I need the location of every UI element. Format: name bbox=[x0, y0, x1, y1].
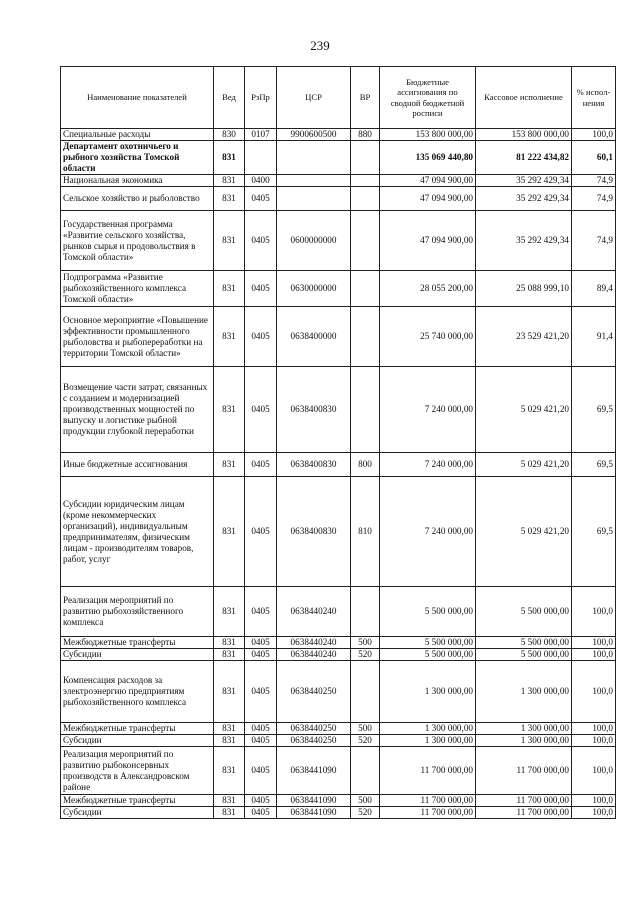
row-percent: 100,0 bbox=[572, 637, 616, 649]
row-vr bbox=[351, 271, 380, 307]
row-rzpr: 0405 bbox=[245, 271, 277, 307]
row-vr bbox=[351, 307, 380, 367]
row-ved: 831 bbox=[214, 187, 245, 211]
row-budget: 11 700 000,00 bbox=[380, 747, 476, 795]
row-rzpr: 0405 bbox=[245, 367, 277, 453]
row-name: Департамент охотничьего и рыбного хозяйства Томской области bbox=[61, 141, 214, 175]
row-cash: 35 292 429,34 bbox=[476, 175, 572, 187]
row-percent: 89,4 bbox=[572, 271, 616, 307]
row-rzpr: 0405 bbox=[245, 187, 277, 211]
row-cash: 5 029 421,20 bbox=[476, 453, 572, 477]
row-percent: 100,0 bbox=[572, 723, 616, 735]
row-vr bbox=[351, 187, 380, 211]
row-csr: 0638440250 bbox=[277, 661, 351, 723]
row-rzpr: 0400 bbox=[245, 175, 277, 187]
row-vr: 520 bbox=[351, 649, 380, 661]
row-cash: 153 800 000,00 bbox=[476, 129, 572, 141]
row-vr: 810 bbox=[351, 477, 380, 587]
table-row bbox=[61, 307, 616, 367]
row-cash: 5 029 421,20 bbox=[476, 477, 572, 587]
row-csr: 0600000000 bbox=[277, 211, 351, 271]
header-percent: % испол-нения bbox=[572, 67, 616, 129]
page-number: 239 bbox=[310, 38, 330, 53]
row-vr: 520 bbox=[351, 735, 380, 747]
row-budget: 28 055 200,00 bbox=[380, 271, 476, 307]
row-vr: 500 bbox=[351, 637, 380, 649]
header-ved: Вед bbox=[214, 67, 245, 129]
table-row bbox=[61, 477, 616, 587]
row-name: Межбюджетные трансферты bbox=[61, 795, 214, 807]
header-name: Наименование показателей bbox=[61, 67, 214, 129]
row-cash: 5 500 000,00 bbox=[476, 637, 572, 649]
row-percent: 69,5 bbox=[572, 477, 616, 587]
row-name: Субсидии bbox=[61, 735, 214, 747]
row-csr bbox=[277, 141, 351, 175]
row-ved: 831 bbox=[214, 723, 245, 735]
table-row bbox=[61, 795, 616, 807]
row-budget: 47 094 900,00 bbox=[380, 211, 476, 271]
row-ved: 831 bbox=[214, 175, 245, 187]
row-cash: 5 029 421,20 bbox=[476, 367, 572, 453]
header-budget: Бюджетные ассигнования по сводной бюджетной росписи bbox=[380, 67, 476, 129]
row-csr: 0638441090 bbox=[277, 807, 351, 819]
row-rzpr: 0405 bbox=[245, 637, 277, 649]
row-budget: 7 240 000,00 bbox=[380, 453, 476, 477]
row-cash: 5 500 000,00 bbox=[476, 649, 572, 661]
table-row bbox=[61, 723, 616, 735]
table-row bbox=[61, 453, 616, 477]
row-csr: 0638400830 bbox=[277, 367, 351, 453]
header-cash: Кассовое исполнение bbox=[476, 67, 572, 129]
row-cash: 35 292 429,34 bbox=[476, 187, 572, 211]
row-percent: 74,9 bbox=[572, 211, 616, 271]
row-budget: 1 300 000,00 bbox=[380, 661, 476, 723]
row-vr: 500 bbox=[351, 723, 380, 735]
row-name: Межбюджетные трансферты bbox=[61, 723, 214, 735]
row-ved: 831 bbox=[214, 661, 245, 723]
row-budget: 47 094 900,00 bbox=[380, 187, 476, 211]
row-rzpr: 0405 bbox=[245, 477, 277, 587]
row-budget: 47 094 900,00 bbox=[380, 175, 476, 187]
table-row bbox=[61, 271, 616, 307]
table-body bbox=[61, 129, 616, 819]
row-rzpr: 0405 bbox=[245, 587, 277, 637]
row-name: Иные бюджетные ассигнования bbox=[61, 453, 214, 477]
row-vr: 800 bbox=[351, 453, 380, 477]
row-name: Межбюджетные трансферты bbox=[61, 637, 214, 649]
row-rzpr bbox=[245, 141, 277, 175]
row-percent: 100,0 bbox=[572, 661, 616, 723]
row-rzpr: 0405 bbox=[245, 649, 277, 661]
row-vr bbox=[351, 747, 380, 795]
row-rzpr: 0405 bbox=[245, 723, 277, 735]
row-budget: 25 740 000,00 bbox=[380, 307, 476, 367]
row-budget: 135 069 440,80 bbox=[380, 141, 476, 175]
row-csr bbox=[277, 187, 351, 211]
row-percent: 100,0 bbox=[572, 649, 616, 661]
row-cash: 11 700 000,00 bbox=[476, 747, 572, 795]
row-rzpr: 0405 bbox=[245, 307, 277, 367]
row-cash: 11 700 000,00 bbox=[476, 795, 572, 807]
table-row bbox=[61, 367, 616, 453]
row-csr: 0638441090 bbox=[277, 747, 351, 795]
table-row bbox=[61, 141, 616, 175]
row-ved: 831 bbox=[214, 477, 245, 587]
row-vr: 500 bbox=[351, 795, 380, 807]
row-percent: 100,0 bbox=[572, 807, 616, 819]
row-budget: 1 300 000,00 bbox=[380, 723, 476, 735]
row-rzpr: 0405 bbox=[245, 661, 277, 723]
row-csr: 0638440240 bbox=[277, 649, 351, 661]
row-percent: 69,5 bbox=[572, 367, 616, 453]
table-row bbox=[61, 735, 616, 747]
row-budget: 11 700 000,00 bbox=[380, 807, 476, 819]
row-ved: 831 bbox=[214, 141, 245, 175]
row-name: Реализация мероприятий по развитию рыбохозяйственного комплекса bbox=[61, 587, 214, 637]
row-percent: 100,0 bbox=[572, 795, 616, 807]
header-csr: ЦСР bbox=[277, 67, 351, 129]
row-ved: 831 bbox=[214, 735, 245, 747]
row-csr: 9900600500 bbox=[277, 129, 351, 141]
row-name: Субсидии bbox=[61, 649, 214, 661]
row-name: Реализация мероприятий по развитию рыбоконсервных производств в Александровском районе bbox=[61, 747, 214, 795]
table-row bbox=[61, 661, 616, 723]
table-header-row bbox=[61, 67, 616, 129]
row-csr: 0638440240 bbox=[277, 637, 351, 649]
row-budget: 5 500 000,00 bbox=[380, 637, 476, 649]
row-csr bbox=[277, 175, 351, 187]
row-budget: 1 300 000,00 bbox=[380, 735, 476, 747]
row-name: Возмещение части затрат, связанных с созданием и модернизацией производственных мощностей по выпуску и логистике рыбной продукции глубокой переработки bbox=[61, 367, 214, 453]
row-vr bbox=[351, 367, 380, 453]
row-vr bbox=[351, 175, 380, 187]
row-name: Компенсация расходов за электроэнергию предприятиям рыбохозяйственного комплекса bbox=[61, 661, 214, 723]
table-row bbox=[61, 211, 616, 271]
row-name: Государственная программа «Развитие сельского хозяйства, рынков сырья и продовольствия в Томской области» bbox=[61, 211, 214, 271]
row-cash: 11 700 000,00 bbox=[476, 807, 572, 819]
row-csr: 0638440250 bbox=[277, 735, 351, 747]
budget-execution-table bbox=[60, 66, 616, 819]
row-ved: 831 bbox=[214, 795, 245, 807]
row-name: Сельское хозяйство и рыболовство bbox=[61, 187, 214, 211]
row-cash: 81 222 434,82 bbox=[476, 141, 572, 175]
row-csr: 0638400830 bbox=[277, 453, 351, 477]
row-vr bbox=[351, 587, 380, 637]
table-row bbox=[61, 187, 616, 211]
row-ved: 831 bbox=[214, 367, 245, 453]
row-budget: 5 500 000,00 bbox=[380, 587, 476, 637]
row-vr: 520 bbox=[351, 807, 380, 819]
row-budget: 5 500 000,00 bbox=[380, 649, 476, 661]
row-ved: 831 bbox=[214, 211, 245, 271]
row-cash: 23 529 421,20 bbox=[476, 307, 572, 367]
row-name: Подпрограмма «Развитие рыбохозяйственного комплекса Томской области» bbox=[61, 271, 214, 307]
row-name: Субсидии bbox=[61, 807, 214, 819]
row-rzpr: 0405 bbox=[245, 735, 277, 747]
row-ved: 830 bbox=[214, 129, 245, 141]
row-name: Субсидии юридическим лицам (кроме некоммерческих организаций), индивидуальным предпринимателям, физическим лицам - производителям товаров, работ, услуг bbox=[61, 477, 214, 587]
row-budget: 7 240 000,00 bbox=[380, 367, 476, 453]
row-cash: 5 500 000,00 bbox=[476, 587, 572, 637]
row-rzpr: 0405 bbox=[245, 807, 277, 819]
row-percent: 91,4 bbox=[572, 307, 616, 367]
row-ved: 831 bbox=[214, 649, 245, 661]
row-vr bbox=[351, 211, 380, 271]
row-percent: 100,0 bbox=[572, 587, 616, 637]
row-ved: 831 bbox=[214, 807, 245, 819]
row-percent: 74,9 bbox=[572, 175, 616, 187]
row-csr: 0638440250 bbox=[277, 723, 351, 735]
row-ved: 831 bbox=[214, 587, 245, 637]
row-csr: 0638441090 bbox=[277, 795, 351, 807]
row-name: Основное мероприятие «Повышение эффективности промышленного рыболовства и рыбопереработки на территории Томской области» bbox=[61, 307, 214, 367]
row-cash: 35 292 429,34 bbox=[476, 211, 572, 271]
row-ved: 831 bbox=[214, 747, 245, 795]
row-rzpr: 0405 bbox=[245, 747, 277, 795]
row-ved: 831 bbox=[214, 307, 245, 367]
row-cash: 1 300 000,00 bbox=[476, 661, 572, 723]
row-vr: 880 bbox=[351, 129, 380, 141]
row-rzpr: 0405 bbox=[245, 211, 277, 271]
row-cash: 1 300 000,00 bbox=[476, 723, 572, 735]
row-budget: 11 700 000,00 bbox=[380, 795, 476, 807]
row-name: Специальные расходы bbox=[61, 129, 214, 141]
row-csr: 0630000000 bbox=[277, 271, 351, 307]
row-ved: 831 bbox=[214, 453, 245, 477]
table-row bbox=[61, 807, 616, 819]
row-csr: 0638400000 bbox=[277, 307, 351, 367]
row-rzpr: 0107 bbox=[245, 129, 277, 141]
table-row bbox=[61, 587, 616, 637]
row-cash: 1 300 000,00 bbox=[476, 735, 572, 747]
header-vr: ВР bbox=[351, 67, 380, 129]
table-row bbox=[61, 649, 616, 661]
table-row bbox=[61, 637, 616, 649]
row-percent: 74,9 bbox=[572, 187, 616, 211]
row-csr: 0638400830 bbox=[277, 477, 351, 587]
row-percent: 100,0 bbox=[572, 129, 616, 141]
row-ved: 831 bbox=[214, 271, 245, 307]
row-percent: 100,0 bbox=[572, 735, 616, 747]
row-ved: 831 bbox=[214, 637, 245, 649]
table-row bbox=[61, 175, 616, 187]
table-row bbox=[61, 747, 616, 795]
row-cash: 25 088 999,10 bbox=[476, 271, 572, 307]
row-percent: 60,1 bbox=[572, 141, 616, 175]
row-budget: 153 800 000,00 bbox=[380, 129, 476, 141]
row-percent: 100,0 bbox=[572, 747, 616, 795]
row-csr: 0638440240 bbox=[277, 587, 351, 637]
row-vr bbox=[351, 141, 380, 175]
row-name: Национальная экономика bbox=[61, 175, 214, 187]
table-row bbox=[61, 129, 616, 141]
row-percent: 69,5 bbox=[572, 453, 616, 477]
row-vr bbox=[351, 661, 380, 723]
row-budget: 7 240 000,00 bbox=[380, 477, 476, 587]
header-rzpr: РзПр bbox=[245, 67, 277, 129]
row-rzpr: 0405 bbox=[245, 795, 277, 807]
row-rzpr: 0405 bbox=[245, 453, 277, 477]
